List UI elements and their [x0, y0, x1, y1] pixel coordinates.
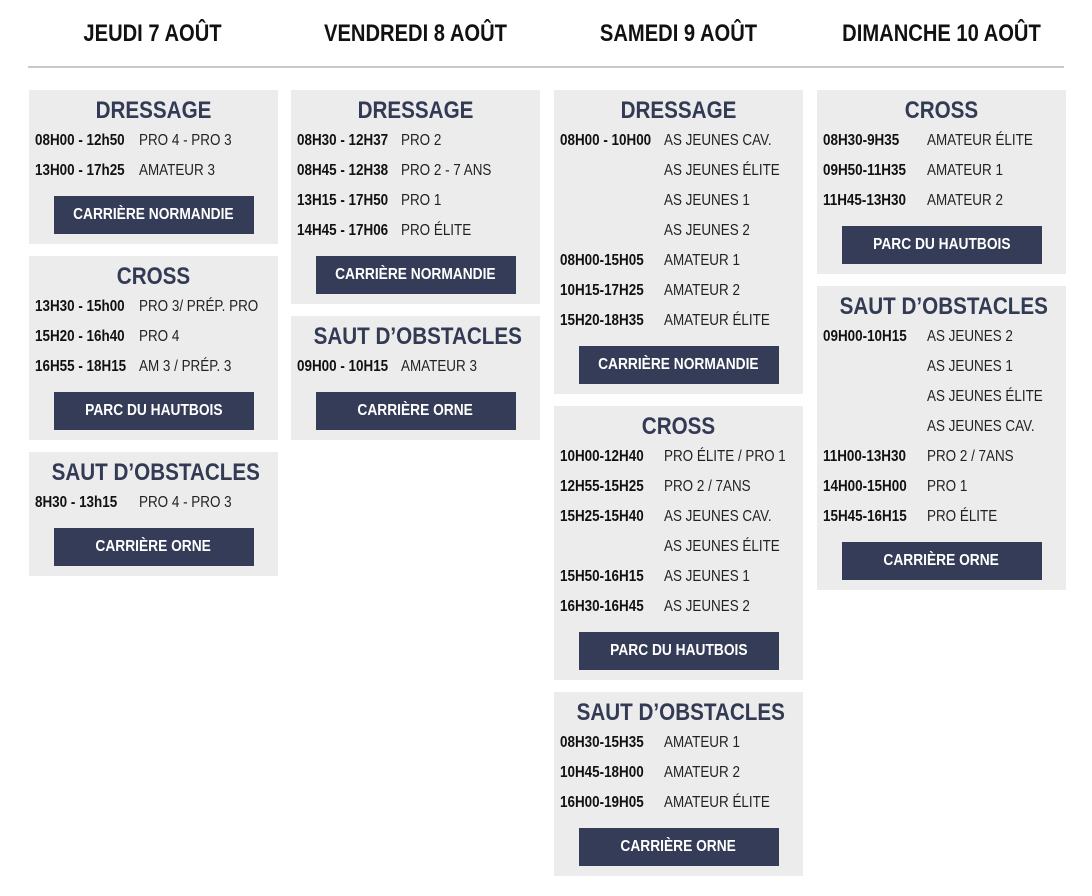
- event-name: AMATEUR ÉLITE: [664, 312, 770, 329]
- time-range: 14H45 - 17H06: [297, 222, 389, 239]
- event-name: AMATEUR 3: [139, 162, 215, 179]
- day-column: [291, 90, 540, 452]
- time-range: 08H30-9H35: [823, 132, 900, 149]
- schedule-row: [297, 126, 534, 156]
- time-range: 09H50-11H35: [823, 162, 906, 179]
- venue-label: PARC DU HAUTBOIS: [84, 402, 223, 419]
- venue-badge: [316, 256, 516, 294]
- time-range: 10H45-18H00: [560, 764, 644, 781]
- schedule-row: [823, 412, 1060, 442]
- schedule-row: [35, 488, 272, 518]
- schedule-row: [35, 352, 272, 382]
- event-name: PRO 4 - PRO 3: [139, 494, 232, 511]
- schedule-row: [823, 442, 1060, 472]
- event-name: AS JEUNES 2: [664, 598, 750, 615]
- schedule-row: [823, 502, 1060, 532]
- event-name: AS JEUNES ÉLITE: [664, 538, 780, 555]
- schedule-row: [560, 758, 797, 788]
- venue-badge: [54, 392, 254, 430]
- venue-label: CARRIÈRE ORNE: [357, 402, 474, 419]
- schedule-row: [823, 126, 1060, 156]
- schedule-row: [560, 126, 797, 156]
- header-divider: [28, 66, 1064, 68]
- discipline-title: DRESSAGE: [620, 97, 737, 124]
- schedule-row: [560, 788, 797, 818]
- discipline-card: [29, 90, 278, 244]
- time-range: 08H30 - 12H37: [297, 132, 389, 149]
- schedule-row: [297, 352, 534, 382]
- event-name: AS JEUNES ÉLITE: [664, 162, 780, 179]
- event-name: PRO 2 / 7ANS: [664, 478, 751, 495]
- event-name: AMATEUR 1: [664, 252, 740, 269]
- schedule-row: [560, 532, 797, 562]
- schedule-row: [823, 156, 1060, 186]
- venue-label: CARRIÈRE ORNE: [95, 538, 212, 555]
- event-name: PRO 3/ PRÉP. PRO: [139, 298, 259, 315]
- discipline-title: SAUT D’OBSTACLES: [839, 293, 1048, 320]
- venue-label: PARC DU HAUTBOIS: [609, 642, 748, 659]
- discipline-card: [554, 90, 803, 394]
- venue-label: PARC DU HAUTBOIS: [872, 236, 1011, 253]
- discipline-card: [554, 692, 803, 876]
- event-name: PRO 2 / 7ANS: [927, 448, 1014, 465]
- day-title: DIMANCHE 10 AOÛT: [842, 20, 1041, 47]
- venue-label: CARRIÈRE NORMANDIE: [335, 266, 496, 283]
- event-name: PRO 1: [927, 478, 968, 495]
- schedule-row: [560, 276, 797, 306]
- time-range: 15H20 - 16h40: [35, 328, 125, 345]
- schedule-row: [560, 502, 797, 532]
- event-name: AS JEUNES ÉLITE: [927, 388, 1043, 405]
- schedule-row: [560, 156, 797, 186]
- schedule-row: [560, 728, 797, 758]
- schedule-row: [35, 156, 272, 186]
- venue-badge: [842, 542, 1042, 580]
- event-name: PRO 1: [401, 192, 442, 209]
- schedule-row: [560, 592, 797, 622]
- time-range: 10H00-12H40: [560, 448, 644, 465]
- time-range: 14H00-15H00: [823, 478, 907, 495]
- event-name: AMATEUR 1: [927, 162, 1003, 179]
- time-range: 08H45 - 12H38: [297, 162, 389, 179]
- venue-label: CARRIÈRE NORMANDIE: [73, 206, 234, 223]
- event-name: AS JEUNES CAV.: [664, 508, 772, 525]
- time-range: 08H00 - 10H00: [560, 132, 652, 149]
- schedule-row: [560, 186, 797, 216]
- event-name: PRO 2 - 7 ANS: [401, 162, 492, 179]
- time-range: 15H50-16H15: [560, 568, 644, 585]
- event-name: AMATEUR ÉLITE: [927, 132, 1033, 149]
- event-name: PRO 4 - PRO 3: [139, 132, 232, 149]
- schedule-row: [823, 186, 1060, 216]
- schedule-row: [297, 186, 534, 216]
- discipline-title: DRESSAGE: [95, 97, 212, 124]
- schedule-row: [297, 156, 534, 186]
- time-range: 11H00-13H30: [823, 448, 906, 465]
- discipline-card: [291, 316, 540, 440]
- time-range: 13H30 - 15h00: [35, 298, 125, 315]
- time-range: 08H00-15H05: [560, 252, 644, 269]
- schedule-row: [35, 292, 272, 322]
- time-range: 08H00 - 12h50: [35, 132, 125, 149]
- schedule-row: [560, 562, 797, 592]
- event-name: AMATEUR 2: [664, 282, 740, 299]
- event-name: AMATEUR 2: [927, 192, 1003, 209]
- discipline-card: [29, 256, 278, 440]
- schedule-header: [0, 0, 1092, 66]
- venue-badge: [579, 828, 779, 866]
- schedule-row: [560, 216, 797, 246]
- event-name: PRO ÉLITE / PRO 1: [664, 448, 786, 465]
- discipline-title: SAUT D’OBSTACLES: [51, 459, 260, 486]
- discipline-title: CROSS: [116, 263, 191, 290]
- day-title: SAMEDI 9 AOÛT: [599, 20, 758, 47]
- schedule-row: [560, 472, 797, 502]
- event-name: AS JEUNES 1: [664, 568, 750, 585]
- venue-badge: [316, 392, 516, 430]
- time-range: 16H30-16H45: [560, 598, 644, 615]
- day-column: [554, 90, 803, 888]
- time-range: 13H00 - 17h25: [35, 162, 125, 179]
- time-range: 15H20-18H35: [560, 312, 644, 329]
- event-name: AS JEUNES 1: [927, 358, 1013, 375]
- schedule-row: [297, 216, 534, 246]
- discipline-title: SAUT D’OBSTACLES: [313, 323, 522, 350]
- schedule-row: [823, 322, 1060, 352]
- event-name: AMATEUR 1: [664, 734, 740, 751]
- event-name: PRO ÉLITE: [401, 222, 472, 239]
- venue-badge: [54, 196, 254, 234]
- schedule-row: [35, 322, 272, 352]
- venue-badge: [579, 346, 779, 384]
- event-name: AS JEUNES CAV.: [664, 132, 772, 149]
- day-column: [29, 90, 278, 588]
- schedule-row: [823, 382, 1060, 412]
- schedule-row: [560, 246, 797, 276]
- event-name: AMATEUR ÉLITE: [664, 794, 770, 811]
- venue-label: CARRIÈRE ORNE: [883, 552, 1000, 569]
- discipline-card: [817, 286, 1066, 590]
- discipline-title: DRESSAGE: [357, 97, 474, 124]
- schedule-row: [560, 306, 797, 336]
- time-range: 12H55-15H25: [560, 478, 644, 495]
- day-column: [817, 90, 1066, 602]
- time-range: 16H55 - 18H15: [35, 358, 127, 375]
- venue-badge: [842, 226, 1042, 264]
- time-range: 15H45-16H15: [823, 508, 907, 525]
- discipline-title: SAUT D’OBSTACLES: [576, 699, 785, 726]
- time-range: 15H25-15H40: [560, 508, 644, 525]
- time-range: 09H00 - 10H15: [297, 358, 389, 375]
- event-name: PRO 2: [401, 132, 442, 149]
- event-name: AS JEUNES 1: [664, 192, 750, 209]
- time-range: 09H00-10H15: [823, 328, 907, 345]
- time-range: 11H45-13H30: [823, 192, 906, 209]
- schedule-row: [823, 472, 1060, 502]
- discipline-title: CROSS: [904, 97, 979, 124]
- schedule-row: [560, 442, 797, 472]
- time-range: 10H15-17H25: [560, 282, 644, 299]
- time-range: 8H30 - 13h15: [35, 494, 118, 511]
- time-range: 13H15 - 17H50: [297, 192, 389, 209]
- schedule-row: [823, 352, 1060, 382]
- discipline-card: [554, 406, 803, 680]
- day-title: VENDREDI 8 AOÛT: [324, 20, 507, 47]
- event-name: AM 3 / PRÉP. 3: [139, 358, 232, 375]
- discipline-title: CROSS: [641, 413, 716, 440]
- event-name: AMATEUR 2: [664, 764, 740, 781]
- discipline-card: [29, 452, 278, 576]
- venue-badge: [579, 632, 779, 670]
- event-name: AS JEUNES 2: [927, 328, 1013, 345]
- event-name: PRO 4: [139, 328, 180, 345]
- event-name: AMATEUR 3: [401, 358, 477, 375]
- time-range: 16H00-19H05: [560, 794, 644, 811]
- venue-label: CARRIÈRE NORMANDIE: [598, 356, 759, 373]
- event-name: AS JEUNES 2: [664, 222, 750, 239]
- discipline-card: [291, 90, 540, 304]
- schedule-row: [35, 126, 272, 156]
- event-name: PRO ÉLITE: [927, 508, 998, 525]
- time-range: 08H30-15H35: [560, 734, 644, 751]
- event-name: AS JEUNES CAV.: [927, 418, 1035, 435]
- venue-badge: [54, 528, 254, 566]
- venue-label: CARRIÈRE ORNE: [620, 838, 737, 855]
- discipline-card: [817, 90, 1066, 274]
- day-title: JEUDI 7 AOÛT: [83, 20, 222, 47]
